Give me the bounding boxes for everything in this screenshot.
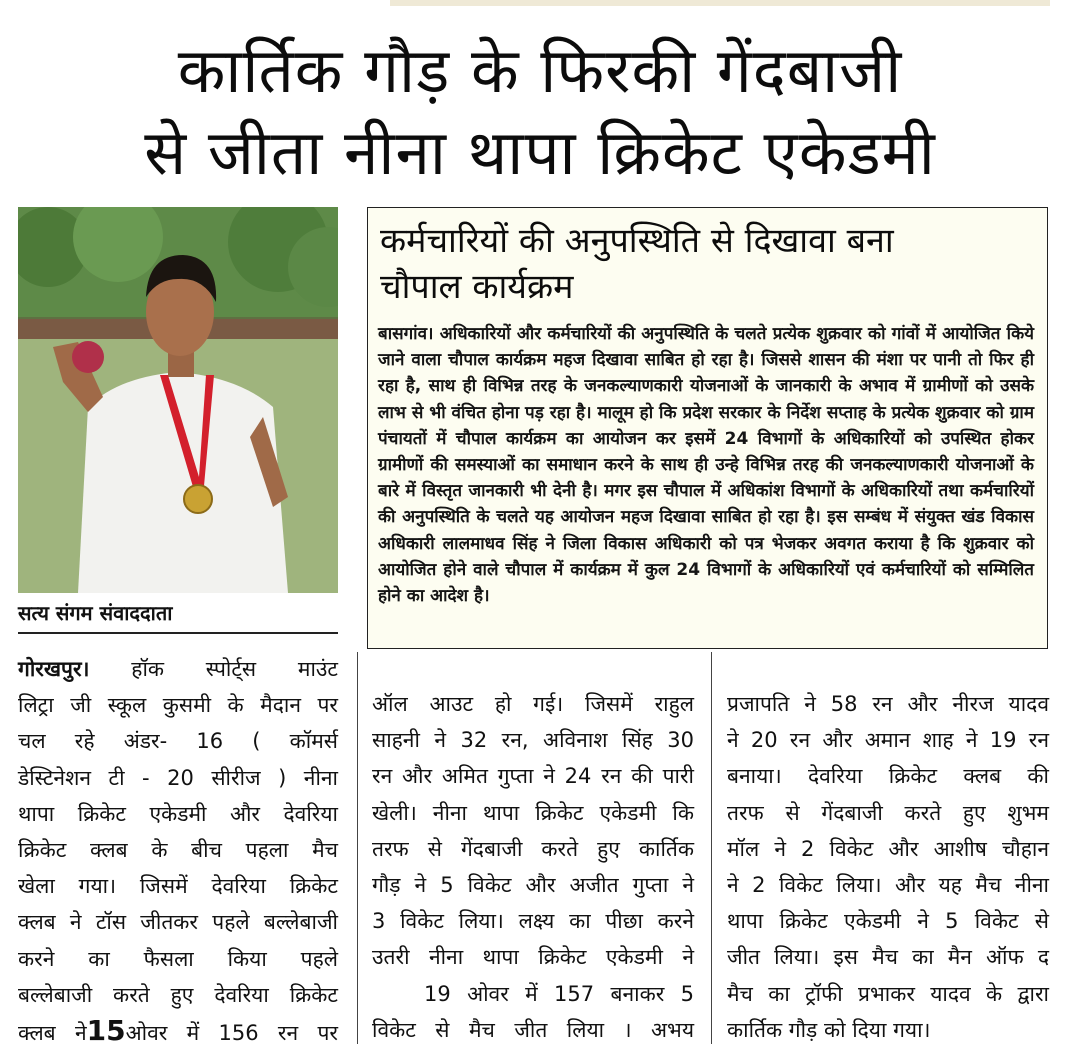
article-dateline: गोरखपुर। [18, 657, 90, 681]
sidebar-news-box [367, 207, 1048, 649]
article-line: जीत लिया। इस मैच का मैन ऑफ द [727, 945, 1049, 970]
article-line: मॉल ने 2 विकेट और आशीष चौहान [727, 836, 1049, 861]
article-line: थापा क्रिकेट एकेडमी ने 5 विकेट से [727, 909, 1049, 934]
article-line: विकेट से मैच जीत लिया । अभय [372, 1017, 694, 1042]
article-line: बल्लेबाजी करते हुए देवरिया क्रिकेट [18, 982, 338, 1007]
article-line-text: ओवर में 156 रन पर [125, 1021, 338, 1046]
article-line: तरफ से गेंदबाजी करते हुए कार्तिक [372, 836, 694, 861]
sidebar-dateline: बासगांव। [378, 324, 434, 344]
article-line: खेला गया। जिसमें देवरिया क्रिकेट [18, 874, 338, 899]
headline [0, 30, 1080, 194]
article-line: चल रहे अंडर- 16 ( कॉमर्स [18, 729, 338, 754]
article-line: थापा क्रिकेट एकेडमी और देवरिया [18, 801, 338, 826]
article-line-text: क्लब ने [18, 1021, 87, 1046]
sidebar-title-line-1: कर्मचारियों की अनुपस्थिति से दिखावा बना [380, 221, 894, 261]
overs-number: 15 [86, 1014, 126, 1048]
sidebar-news-body [378, 321, 1034, 609]
article-line: रन और अमित गुप्ता ने 24 रन की पारी [372, 764, 694, 789]
player-photo [18, 207, 338, 593]
article-line: क्लब ने टॉस जीतकर पहले बल्लेबाजी [18, 910, 338, 935]
article-line: क्रिकेट क्लब के बीच पहला मैच [18, 838, 338, 863]
column-divider-1 [357, 652, 358, 1044]
article-line: उतरी नीना थापा क्रिकेट एकेडमी ने [372, 945, 694, 970]
article-column-1 [18, 651, 338, 1051]
article-line: खेली। नीना थापा क्रिकेट एकेडमी कि [372, 800, 694, 825]
article-line: साहनी ने 32 रन, अविनाश सिंह 30 [372, 728, 694, 753]
article-column-3 [727, 686, 1049, 1048]
player-photo-illustration [18, 207, 338, 593]
headline-line-1: कार्तिक गौड़ के फिरकी गेंदबाजी [177, 34, 903, 107]
sidebar-body-text: अधिकारियों और कर्मचारियों की अनुपस्थिति के चलते प्रत्येक शुक्रवार को गांवों में आयोजित किये जाने वाला चौपाल कार्यक्रम महज दिखावा साबित हो रहा है। जिससे शासन की मंशा पर पानी तो फिर ही रहा है, साथ ही विभिन्न तरह के जनकल्याणकारी योजनाओं के जानकारी के अभाव में ग्रामीणों को उसके लाभ से भी वंचित होना पड़ रहा है। मालूम हो कि प्रदेश सरकार के निर्देश सप्ताह के प्रत्येक शुक्रवार को ग्राम पंचायतों में चौपाल कार्यक्रम का आयोजन कर इसमें 24 विभागों के अधिकारियों को उपस्थित होकर ग्रामीणों की समस्याओं का समाधान करने के साथ ही उन्हे विभिन्न तरह की जनकल्याणकारी योजनाओं के बारे में विस्तृत जानकारी भी देनी है। मगर इस चौपाल में अधिकांश विभागों के अधिकारियों तथा कर्मचारियों की अनुपस्थिति के चलते यह आयोजन महज दिखावा साबित हो रहा है। इस सम्बंध में संयुक्त खंड विकास अधिकारी लालमाधव सिंह ने जिला विकास अधिकारी को पत्र भेजकर अवगत कराया है कि शुक्रवार को आयोजित होने वाले चौपाल में कार्यक्रम में कुल 24 विभागों के अधिकारियों एवं कर्मचारियों को सम्मिलित होने का आदेश है। [378, 324, 1035, 607]
article-line: लिट्रा जी स्कूल कुसमी के मैदान पर [18, 693, 338, 718]
article-line: प्रजापति ने 58 रन और नीरज यादव [727, 692, 1049, 716]
article-line [18, 651, 338, 687]
sidebar-news-title [380, 218, 1030, 310]
top-strip [390, 0, 1050, 6]
column-divider-2 [711, 652, 712, 1044]
headline-line-2: से जीता नीना थापा क्रिकेट एकेडमी [144, 116, 936, 189]
sidebar-title-line-2: चौपाल कार्यक्रम [380, 267, 574, 307]
article-line: गौड़ ने 5 विकेट और अजीत गुप्ता ने [372, 873, 694, 898]
article-line: करने का फैसला किया पहले [18, 946, 338, 971]
article-line: तरफ से गेंदबाजी करते हुए शुभम [727, 800, 1049, 825]
caption-divider [18, 632, 338, 634]
article-line [18, 1013, 338, 1051]
article-line: बनाया। देवरिया क्रिकेट क्लब की [727, 764, 1049, 789]
article-line: 3 विकेट लिया। लक्ष्य का पीछा करने [372, 909, 694, 934]
article-line: ऑल आउट हो गई। जिसमें राहुल [372, 692, 694, 716]
article-line-text: हॉक स्पोर्ट्स माउंट [131, 657, 338, 681]
article-line: मैच का ट्रॉफी प्रभाकर यादव के द्वारा [727, 981, 1049, 1006]
photo-caption: सत्य संगम संवाददाता [18, 601, 173, 625]
article-line: ने 2 विकेट लिया। और यह मैच नीना [727, 873, 1049, 898]
article-line: 19 ओवर में 157 बनाकर 5 [424, 981, 694, 1006]
article-line: ने 20 रन और अमान शाह ने 19 रन [727, 728, 1049, 753]
article-line: कार्तिक गौड़ को दिया गया। [727, 1017, 931, 1042]
article-column-2 [372, 686, 694, 1048]
article-line: डेस्टिनेशन टी - 20 सीरीज ) नीना [18, 765, 338, 790]
